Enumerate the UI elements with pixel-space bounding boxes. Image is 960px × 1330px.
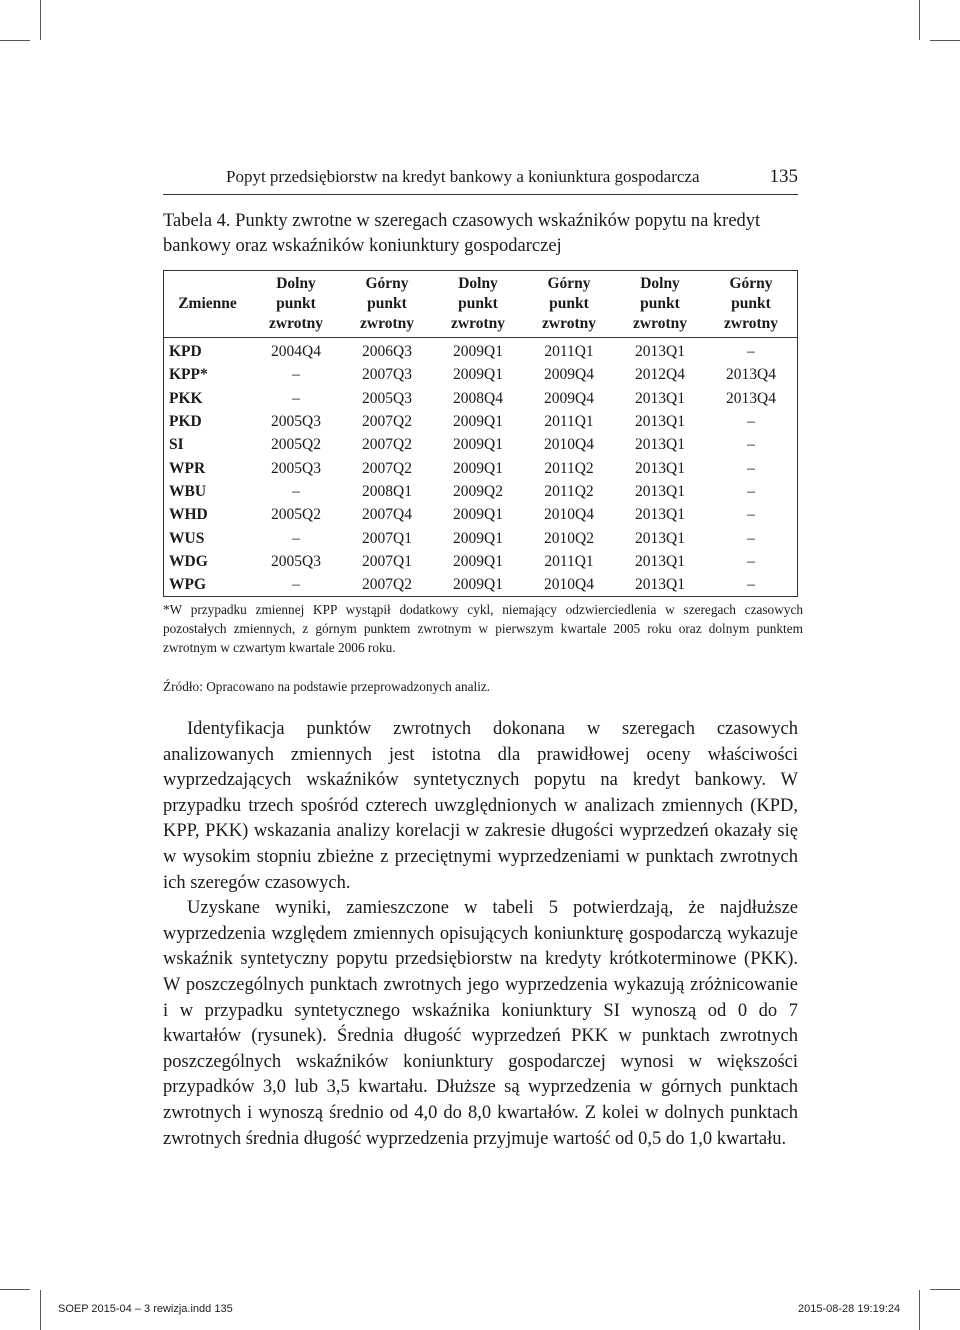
turning-point-cell: 2009Q4	[544, 366, 594, 384]
header-cell-peak: Górny punkt zwrotny	[341, 271, 433, 338]
turning-point-cell: –	[747, 552, 755, 570]
crop-mark	[930, 1289, 960, 1290]
turning-point-cell: 2013Q1	[635, 506, 685, 524]
page-number: 135	[769, 166, 798, 187]
variable-name-cell: WPG	[169, 576, 207, 594]
turning-point-cell: –	[747, 529, 755, 547]
turning-point-cell: 2009Q1	[453, 459, 503, 477]
paragraph: Uzyskane wyniki, zamieszczone w tabeli 5 potwierdzają, że najdłuższe wyprzedzenia względem zmiennych opisujących koniunkturę gospodarczą wykazuje wskaźnik syntetyczny popytu przedsiębiorstw na kredyty krótkoterminowe (PKK). W poszczególnych punktach zwrotnych jego wyprzedzenia wykazują zróżnicowanie i w przypadku syntetycznego wskaźnika koniunktury SI wynoszą od 0 do 7 kwartałów (rysunek). Średnia długość wyprzedzeń PKK w punktach zwrotnych poszczególnych wskaźników koniunktury gospodarczej wynosi w większości przypadków 3,0 lub 3,5 kwartału. Dłuższe są wyprzedzenia w górnych punktach zwrotnych i wynoszą średnio od 4,0 do 8,0 kwartałów. Z kolei w dolnych punktach zwrotnych średnia długość wyprzedzenia przyjmuje wartość od 0,5 do 1,0 kwartału.	[163, 898, 798, 1149]
turning-point-cell: 2007Q2	[362, 459, 412, 477]
turning-point-cell: 2004Q4	[271, 343, 321, 361]
table-row	[164, 480, 798, 503]
table-header-row	[164, 271, 798, 338]
header-cell-trough: Dolny punkt zwrotny	[433, 271, 523, 338]
table-footnote: *W przypadku zmiennej KPP wystąpił dodatkowy cykl, niemający odzwierciedlenia w szeregach czasowych pozostałych zmiennych, z górnym punktem zwrotnym w pierwszym kwartale 2005 roku oraz dolnym punktem zwrotnym w czwartym kwartale 2006 roku.	[163, 602, 803, 655]
header-rule	[163, 194, 798, 195]
turning-point-cell: 2008Q4	[453, 389, 503, 407]
table-caption: Tabela 4. Punkty zwrotne w szeregach czasowych wskaźników popytu na kredyt bankowy oraz wskaźników koniunktury gospodarczej	[163, 211, 761, 256]
turning-point-cell: 2009Q1	[453, 506, 503, 524]
turning-point-cell: 2010Q4	[544, 436, 594, 454]
turning-point-cell: 2007Q2	[362, 436, 412, 454]
table-row	[164, 550, 798, 573]
table-row	[164, 573, 798, 597]
crop-mark	[0, 40, 30, 41]
turning-point-cell: 2013Q1	[635, 436, 685, 454]
table-row	[164, 338, 798, 364]
turning-point-cell: 2007Q2	[362, 413, 412, 431]
paragraph: Identyfikacja punktów zwrotnych dokonana w szeregach czasowych analizowanych zmiennych jest istotna dla prawidłowej oceny właściwości wyprzedzających wskaźników syntetycznych popytu na kredyt bankowy. W przypadku trzech spośród czterech uwzględnionych w analizach zmiennych (KPD, KPP, PKK) wskazania analizy korelacji w zakresie długości wyprzedzeń okazały się w wysokim stopniu zbieżne z przeciętnymi wyprzedzeniami w punktach zwrotnych ich szeregów czasowych.	[163, 719, 798, 893]
turning-point-cell: –	[747, 343, 755, 361]
turning-point-cell: 2009Q1	[453, 529, 503, 547]
turning-point-cell: 2007Q4	[362, 506, 412, 524]
turning-point-cell: 2010Q2	[544, 529, 594, 547]
turning-point-cell: 2011Q2	[544, 459, 594, 477]
turning-point-cell: 2013Q1	[635, 529, 685, 547]
turning-point-cell: –	[747, 413, 755, 431]
turning-point-cell: 2005Q3	[271, 459, 321, 477]
turning-point-cell: 2007Q1	[362, 552, 412, 570]
turning-point-cell: 2005Q2	[271, 506, 321, 524]
turning-point-cell: 2007Q2	[362, 576, 412, 594]
turning-point-cell: 2011Q1	[544, 343, 594, 361]
turning-point-cell: 2011Q1	[544, 552, 594, 570]
turning-point-cell: 2011Q1	[544, 413, 594, 431]
print-slug-timestamp: 2015-08-28 19:19:24	[798, 1303, 901, 1315]
turning-point-cell: 2009Q2	[453, 482, 503, 500]
table-row	[164, 433, 798, 456]
crop-mark	[40, 1290, 41, 1330]
variable-name-cell: PKD	[169, 413, 202, 431]
turning-point-cell: 2006Q3	[362, 343, 412, 361]
turning-points-table	[163, 270, 798, 597]
running-head	[163, 166, 798, 188]
turning-point-cell: 2013Q1	[635, 576, 685, 594]
turning-point-cell: 2005Q3	[362, 389, 412, 407]
turning-point-cell: –	[747, 506, 755, 524]
turning-point-cell: 2013Q4	[726, 389, 776, 407]
variable-name-cell: WHD	[169, 506, 208, 524]
turning-point-cell: 2013Q1	[635, 389, 685, 407]
crop-mark	[0, 1289, 30, 1290]
turning-point-cell: 2013Q1	[635, 343, 685, 361]
turning-point-cell: –	[747, 459, 755, 477]
turning-point-cell: 2009Q1	[453, 436, 503, 454]
crop-mark	[40, 0, 41, 40]
turning-point-cell: 2013Q1	[635, 552, 685, 570]
print-slug-file: SOEP 2015-04 – 3 rewizja.indd 135	[58, 1303, 233, 1315]
variable-name-cell: WPR	[169, 459, 206, 477]
turning-point-cell: 2013Q1	[635, 413, 685, 431]
variable-name-cell: WBU	[169, 482, 207, 500]
header-cell-variables: Zmienne	[164, 271, 252, 338]
turning-point-cell: 2007Q3	[362, 366, 412, 384]
turning-point-cell: –	[292, 389, 300, 407]
turning-point-cell: 2009Q1	[453, 343, 503, 361]
turning-point-cell: 2009Q1	[453, 366, 503, 384]
turning-point-cell: –	[747, 482, 755, 500]
header-cell-trough: Dolny punkt zwrotny	[615, 271, 705, 338]
variable-name-cell: WDG	[169, 552, 208, 570]
turning-point-cell: 2007Q1	[362, 529, 412, 547]
table-row	[164, 526, 798, 549]
turning-point-cell: 2009Q1	[453, 413, 503, 431]
table-row	[164, 456, 798, 479]
table-row	[164, 503, 798, 526]
header-cell-trough: Dolny punkt zwrotny	[251, 271, 341, 338]
turning-point-cell: 2010Q4	[544, 506, 594, 524]
turning-point-cell: 2009Q4	[544, 389, 594, 407]
variable-name-cell: PKK	[169, 389, 203, 407]
turning-point-cell: –	[292, 482, 300, 500]
turning-point-cell: –	[292, 366, 300, 384]
variable-name-cell: KPP*	[169, 366, 208, 384]
table-source: Źródło: Opracowano na podstawie przeprowadzonych analiz.	[163, 679, 491, 694]
turning-point-cell: 2005Q2	[271, 436, 321, 454]
turning-point-cell: 2005Q3	[271, 413, 321, 431]
variable-name-cell: WUS	[169, 529, 205, 547]
turning-point-cell: –	[292, 576, 300, 594]
turning-point-cell: 2010Q4	[544, 576, 594, 594]
turning-point-cell: 2005Q3	[271, 552, 321, 570]
table-row	[164, 410, 798, 433]
turning-point-cell: –	[292, 529, 300, 547]
turning-point-cell: –	[747, 436, 755, 454]
variable-name-cell: SI	[169, 436, 184, 454]
header-cell-peak: Górny punkt zwrotny	[705, 271, 798, 338]
table-row	[164, 363, 798, 386]
table-body	[164, 338, 798, 597]
crop-mark	[930, 40, 960, 41]
running-head-title: Popyt przedsiębiorstw na kredyt bankowy a koniunktura gospodarcza	[226, 167, 700, 186]
crop-mark	[919, 0, 920, 40]
turning-point-cell: 2013Q4	[726, 366, 776, 384]
variable-name-cell: KPD	[169, 343, 202, 361]
turning-point-cell: 2013Q1	[635, 482, 685, 500]
turning-point-cell: 2009Q1	[453, 552, 503, 570]
body-text	[163, 717, 798, 1152]
turning-point-cell: –	[747, 576, 755, 594]
turning-point-cell: 2008Q1	[362, 482, 412, 500]
turning-point-cell: 2013Q1	[635, 459, 685, 477]
table-row	[164, 387, 798, 410]
turning-point-cell: 2011Q2	[544, 482, 594, 500]
turning-point-cell: 2009Q1	[453, 576, 503, 594]
turning-point-cell: 2012Q4	[635, 366, 685, 384]
crop-mark	[919, 1290, 920, 1330]
header-cell-peak: Górny punkt zwrotny	[523, 271, 615, 338]
